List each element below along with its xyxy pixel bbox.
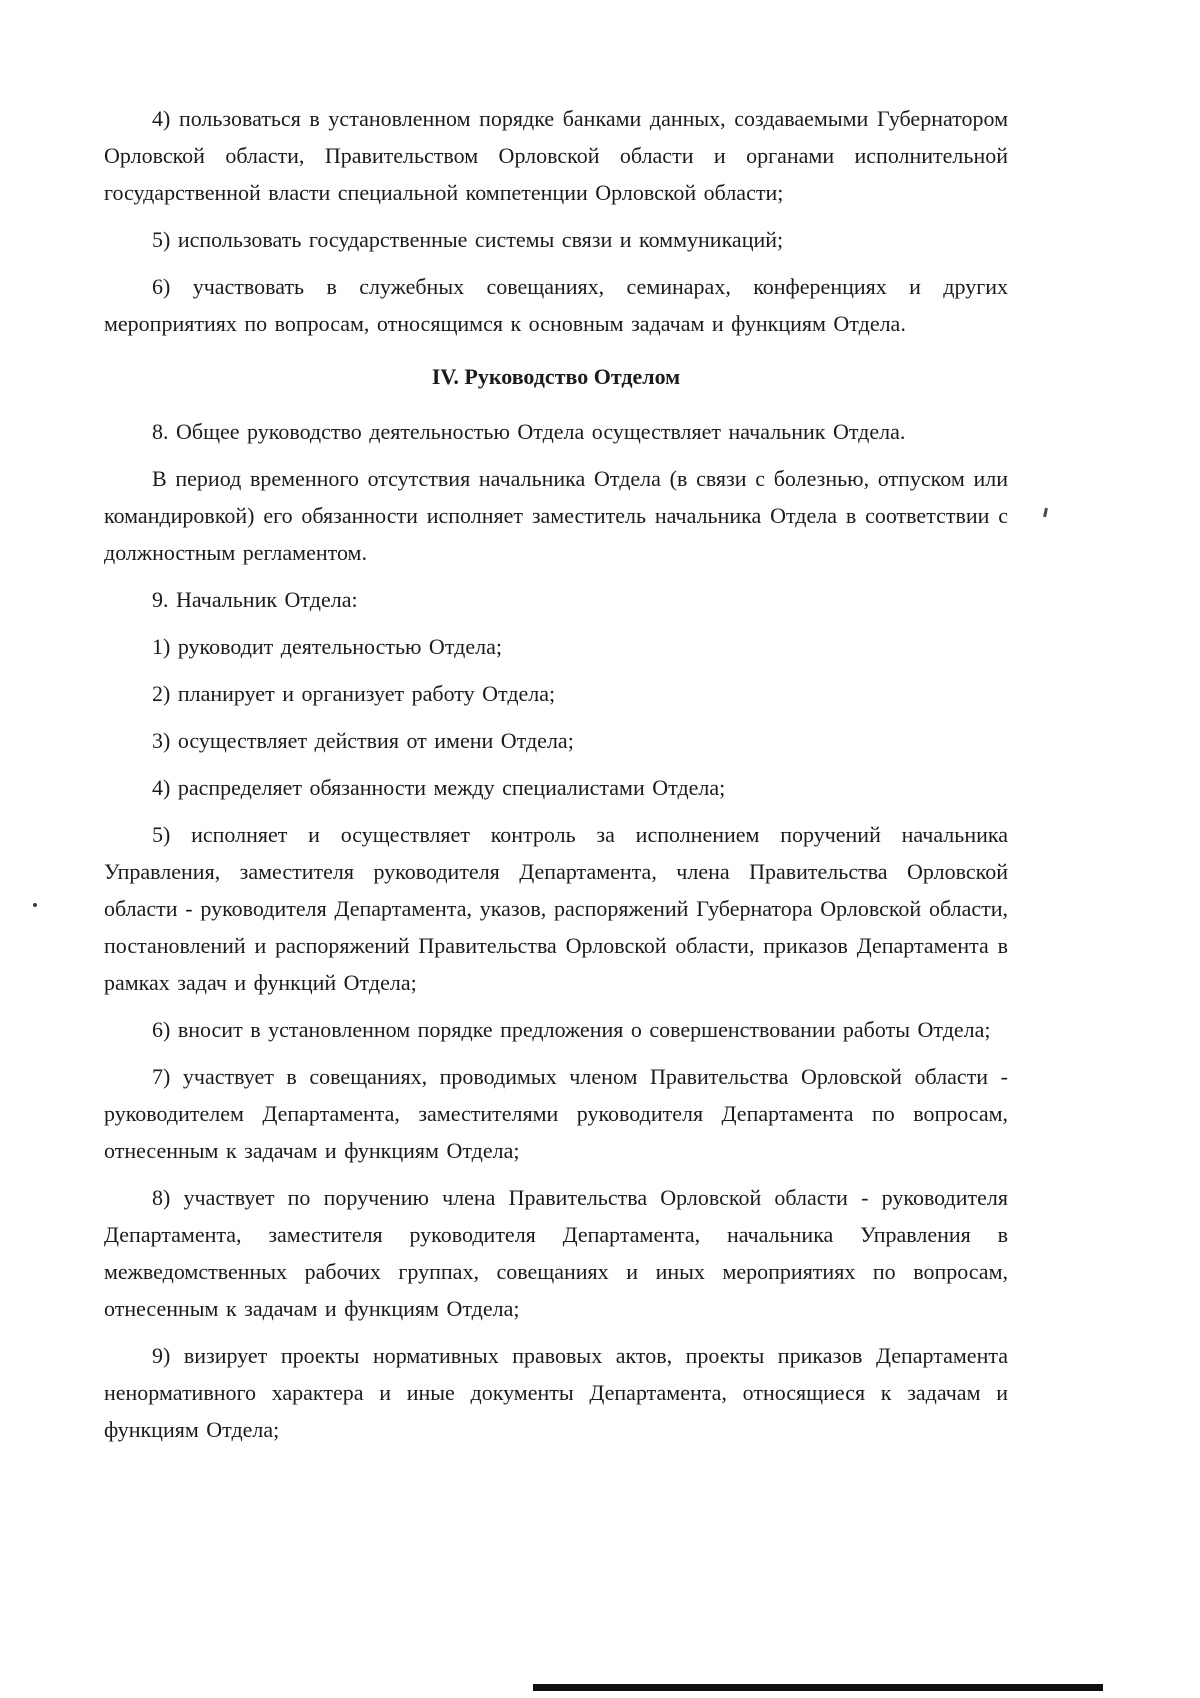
paragraph-subitem-9: 9) визирует проекты нормативных правовых актов, проекты приказов Департамента ненормативного характера и иные документы Департамента, относящиеся к задачам и функциям Отдела;	[104, 1343, 1008, 1442]
paragraph-item-4: 4) пользоваться в установленном порядке банками данных, создаваемыми Губернатором Орловской области, Правительством Орловской области и органами исполнительной государственной власти специальной компетенции Орловской области;	[104, 106, 1008, 205]
scan-black-bar-artifact	[533, 1684, 1103, 1691]
paragraph-point-9: 9. Начальник Отдела:	[152, 587, 358, 612]
paragraph-subitem-3: 3) осуществляет действия от имени Отдела;	[152, 728, 574, 753]
paragraph-item-6: 6) участвовать в служебных совещаниях, семинарах, конференциях и других мероприятиях по вопросам, относящимся к основным задачам и функциям Отдела.	[104, 274, 1008, 336]
paragraph-subitem-1: 1) руководит деятельностью Отдела;	[152, 634, 502, 659]
paragraph-subitem-4: 4) распределяет обязанности между специалистами Отдела;	[152, 775, 726, 800]
paragraph-subitem-8: 8) участвует по поручению члена Правительства Орловской области - руководителя Департамента, заместителя руководителя Департамента, начальника Управления в межведомственных рабочих группах, совещаниях и иных мероприятиях по вопросам, отнесенным к задачам и функциям Отдела;	[104, 1185, 1008, 1321]
section-heading-iv: IV. Руководство Отделом	[431, 364, 681, 389]
scan-speck-artifact	[1043, 508, 1048, 517]
scan-speck-artifact	[33, 903, 37, 907]
paragraph-subitem-6: 6) вносит в установленном порядке предложения о совершенствовании работы Отдела;	[152, 1017, 991, 1042]
paragraph-subitem-5: 5) исполняет и осуществляет контроль за исполнением поручений начальника Управления, заместителя руководителя Департамента, члена Правительства Орловской области - руководителя Департамента, указов, распоряжений Губернатора Орловской области, постановлений и распоряжений Правительства Орловской области, приказов Департамента в рамках задач и функций Отдела;	[104, 822, 1008, 995]
paragraph-temporary-absence: В период временного отсутствия начальника Отдела (в связи с болезнью, отпуском или командировкой) его обязанности исполняет заместитель начальника Отдела в соответствии с должностным регламентом.	[104, 466, 1008, 565]
paragraph-point-8: 8. Общее руководство деятельностью Отдела осуществляет начальник Отдела.	[152, 419, 906, 444]
document-body	[104, 100, 1008, 1458]
paragraph-subitem-2: 2) планирует и организует работу Отдела;	[152, 681, 556, 706]
paragraph-subitem-7: 7) участвует в совещаниях, проводимых членом Правительства Орловской области - руководителем Департамента, заместителями руководителя Департамента по вопросам, отнесенным к задачам и функциям Отдела;	[104, 1064, 1008, 1163]
paragraph-item-5: 5) использовать государственные системы связи и коммуникаций;	[152, 227, 784, 252]
